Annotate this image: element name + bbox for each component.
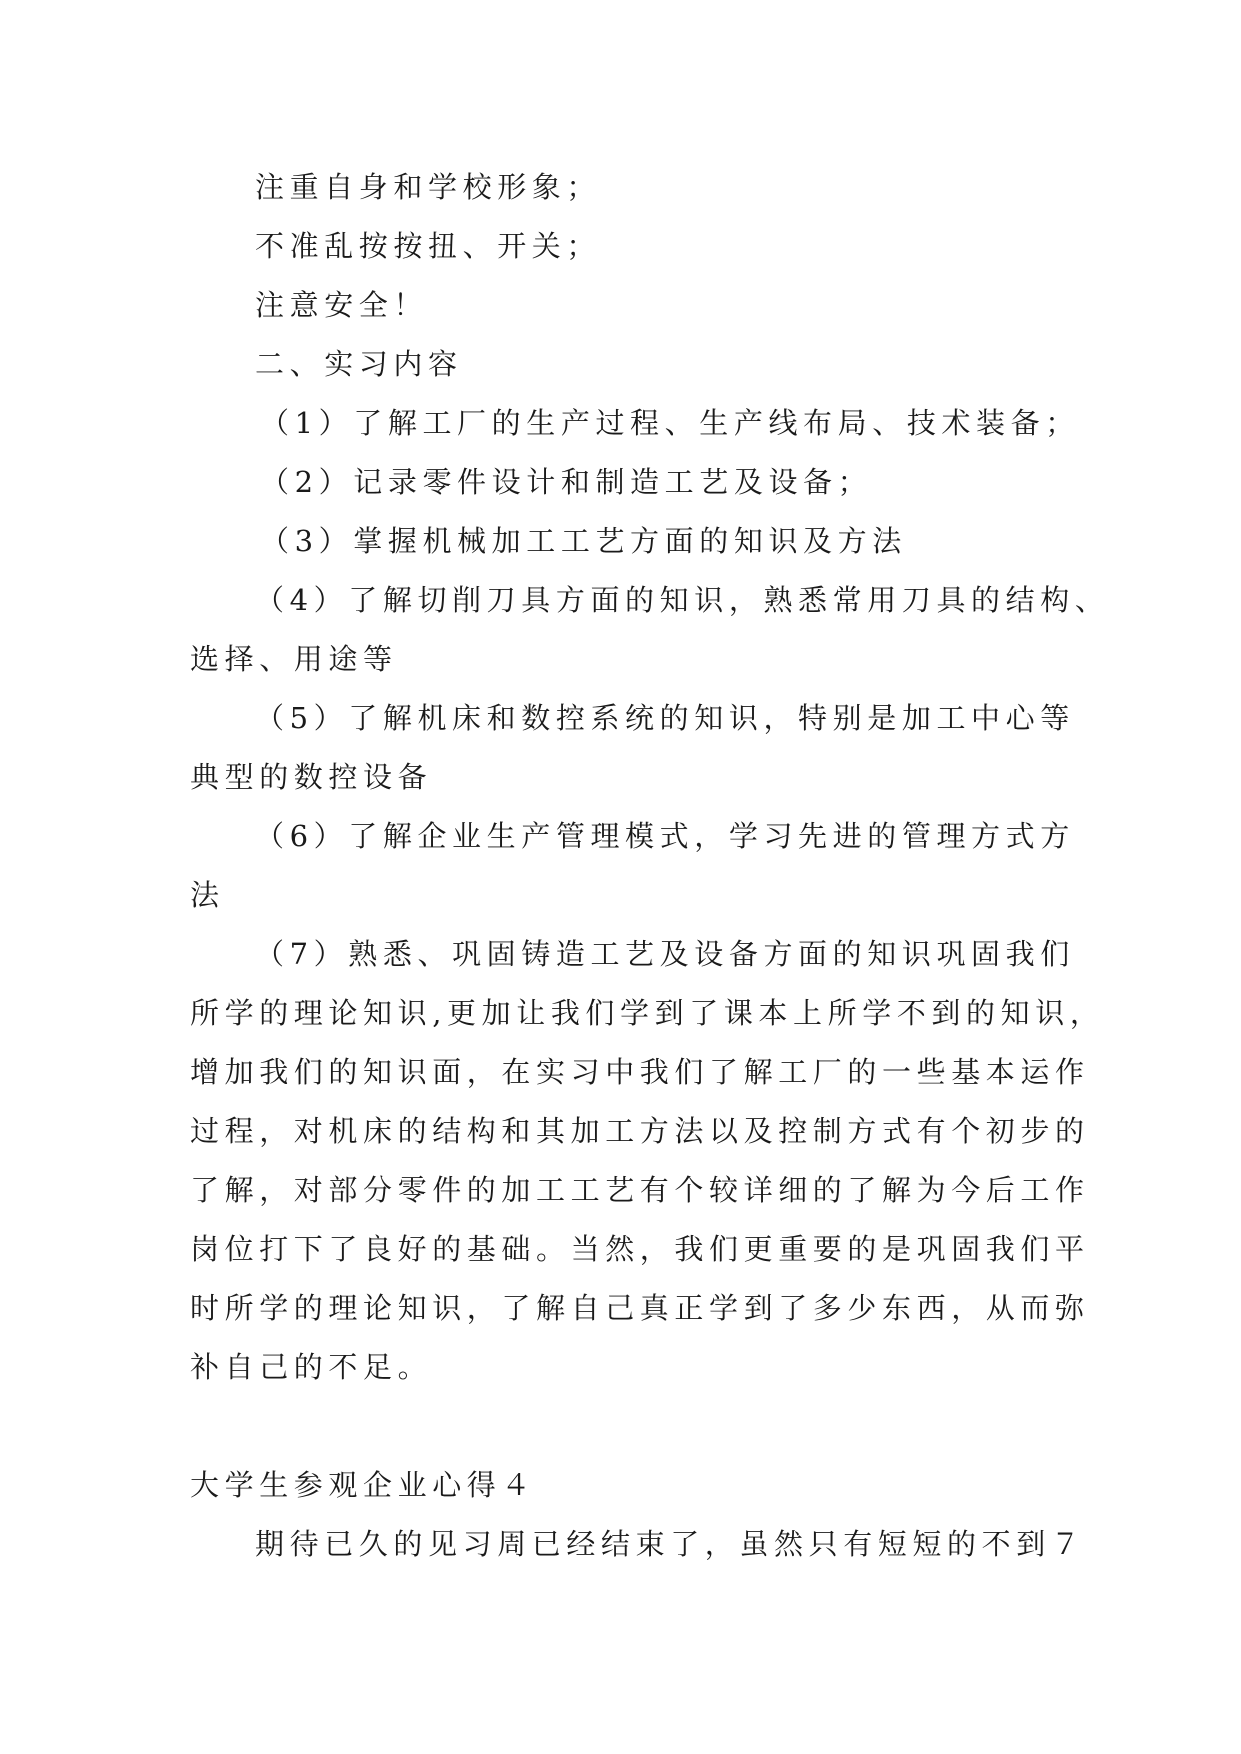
- rule-line: 不准乱按按扭、开关；: [255, 229, 602, 263]
- blank-line: [190, 1397, 1070, 1456]
- paragraph-line: 过程，对机床的结构和其加工方法以及控制方式有个初步的: [190, 1114, 1090, 1148]
- section-heading: 二、实习内容: [255, 347, 463, 381]
- paragraph-line: 期待已久的见习周已经结束了，虽然只有短短的不到７: [255, 1527, 1086, 1561]
- rule-line: 注意安全！: [255, 288, 429, 322]
- paragraph-line: 补自己的不足。: [190, 1350, 433, 1384]
- list-item: （7）熟悉、巩固铸造工艺及设备方面的知识巩固我们: [255, 937, 1075, 971]
- list-item-continuation: 法: [190, 878, 225, 912]
- paragraph-line: 所学的理论知识,更加让我们学到了课本上所学不到的知识，: [190, 996, 1105, 1030]
- document-body: [190, 158, 1110, 1574]
- paragraph-line: 增加我们的知识面，在实习中我们了解工厂的一些基本运作: [190, 1055, 1090, 1089]
- rule-line: 注重自身和学校形象；: [255, 170, 602, 204]
- list-item-continuation: 选择、用途等: [190, 642, 398, 676]
- list-item: （2）记录零件设计和制造工艺及设备；: [260, 465, 873, 499]
- paragraph-line: 岗位打下了良好的基础。当然，我们更重要的是巩固我们平: [190, 1232, 1090, 1266]
- article-title: 大学生参观企业心得４: [190, 1468, 537, 1502]
- list-item: （3）掌握机械加工工艺方面的知识及方法: [260, 524, 907, 558]
- list-item: （5）了解机床和数控系统的知识，特别是加工中心等: [255, 701, 1075, 735]
- list-item-continuation: 典型的数控设备: [190, 760, 433, 794]
- paragraph-line: 了解，对部分零件的加工工艺有个较详细的了解为今后工作: [190, 1173, 1090, 1207]
- list-item: （6）了解企业生产管理模式，学习先进的管理方式方: [255, 819, 1075, 853]
- list-item: （4）了解切削刀具方面的知识，熟悉常用刀具的结构、: [255, 583, 1110, 617]
- list-item: （1）了解工厂的生产过程、生产线布局、技术装备；: [260, 406, 1080, 440]
- paragraph-line: 时所学的理论知识，了解自己真正学到了多少东西，从而弥: [190, 1291, 1090, 1325]
